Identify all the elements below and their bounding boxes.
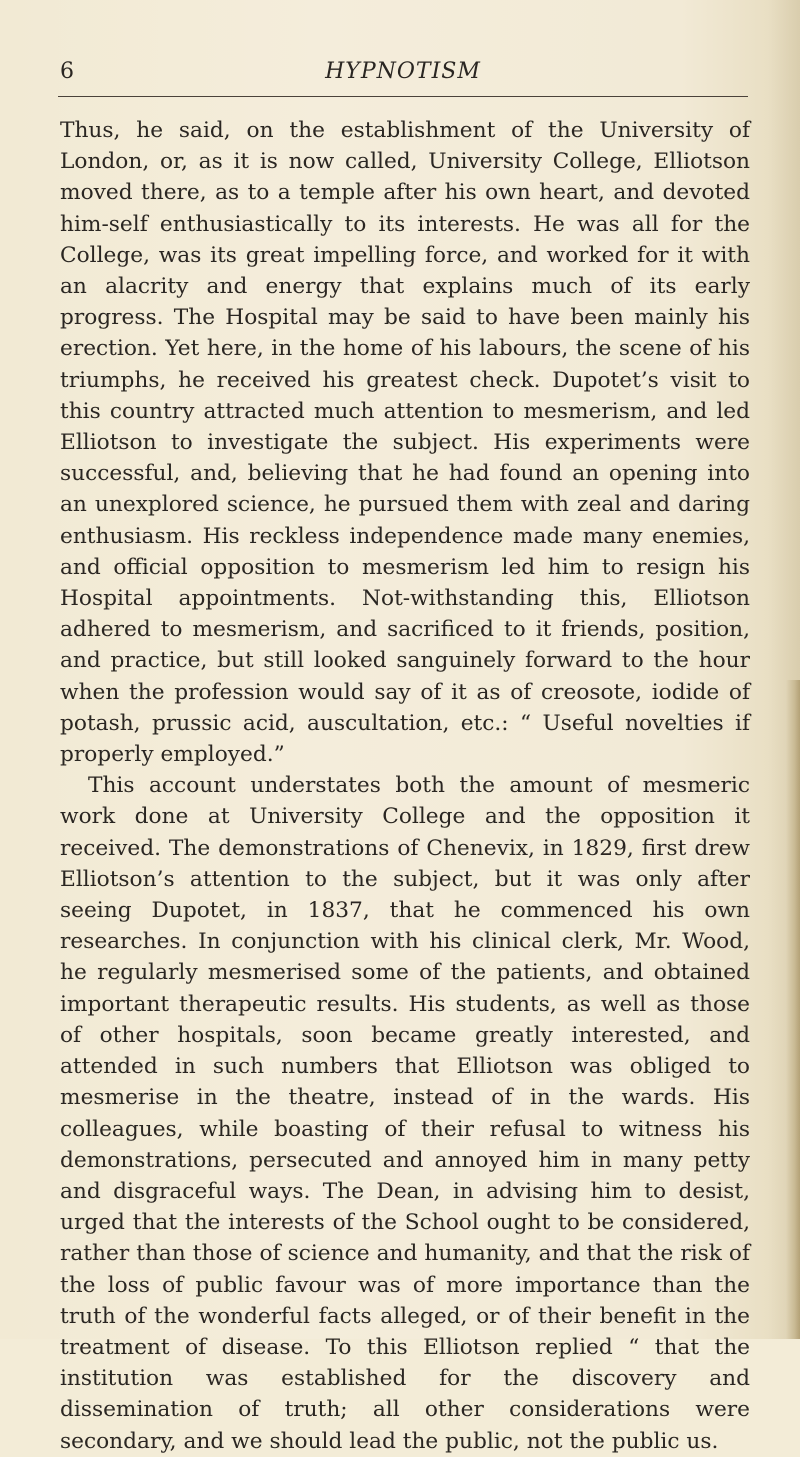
header-rule — [58, 96, 748, 97]
page-edge-shadow — [786, 680, 800, 1339]
page-number: 6 — [60, 59, 74, 84]
page-header — [58, 56, 748, 96]
running-title: HYPNOTISM — [325, 59, 481, 84]
body-text — [60, 115, 750, 1457]
paragraph-1: Thus, he said, on the establishment of the University of London, or, as it is now called, University College, Elliotson moved there, as to a temple after his own heart, and devoted him-self enthusiastically to its interests. He was all for the College, was its great impelling force, and worked for it with an alacrity and energy that explains much of its early progress. The Hospital may be said to have been mainly his erection. Yet here, in the home of his labours, the scene of his triumphs, he received his greatest check. Dupotet’s visit to this country attracted much attention to mesmerism, and led Elliotson to investigate the subject. His experiments were successful, and, believing that he had found an opening into an unexplored science, he pursued them with zeal and daring enthusiasm. His reckless independence made many enemies, and official opposition to mesmerism led him to resign his Hospital appointments. Not-withstanding this, Elliotson adhered to mesmerism, and sacrificed to it friends, position, and practice, but still looked sanguinely forward to the hour when the profession would say of it as of creosote, iodide of potash, prussic acid, auscultation, etc.: “ Useful novelties if properly employed.” — [60, 118, 750, 768]
paragraph-2: This account understates both the amount of mesmeric work done at University College and the opposition it received. The demonstrations of Chenevix, in 1829, first drew Elliotson’s attention to the subject, but it was only after seeing Dupotet, in 1837, that he commenced his own researches. In conjunction with his clinical clerk, Mr. Wood, he regularly mesmerised some of the patients, and obtained important therapeutic results. His students, as well as those of other hospitals, soon became greatly interested, and attended in such numbers that Elliotson was obliged to mesmerise in the theatre, instead of in the wards. His colleagues, while boasting of their refusal to witness his demonstrations, persecuted and annoyed him in many petty and disgraceful ways. The Dean, in advising him to desist, urged that the interests of the School ought to be considered, rather than those of science and humanity, and that the risk of the loss of public favour was of more importance than the truth of the wonderful facts alleged, or of their benefit in the treatment of disease. To this Elliotson replied “ that the institution was established for the discovery and dissemination of truth; all other considerations were secondary, and we should lead the public, not the public us. — [60, 773, 750, 1454]
